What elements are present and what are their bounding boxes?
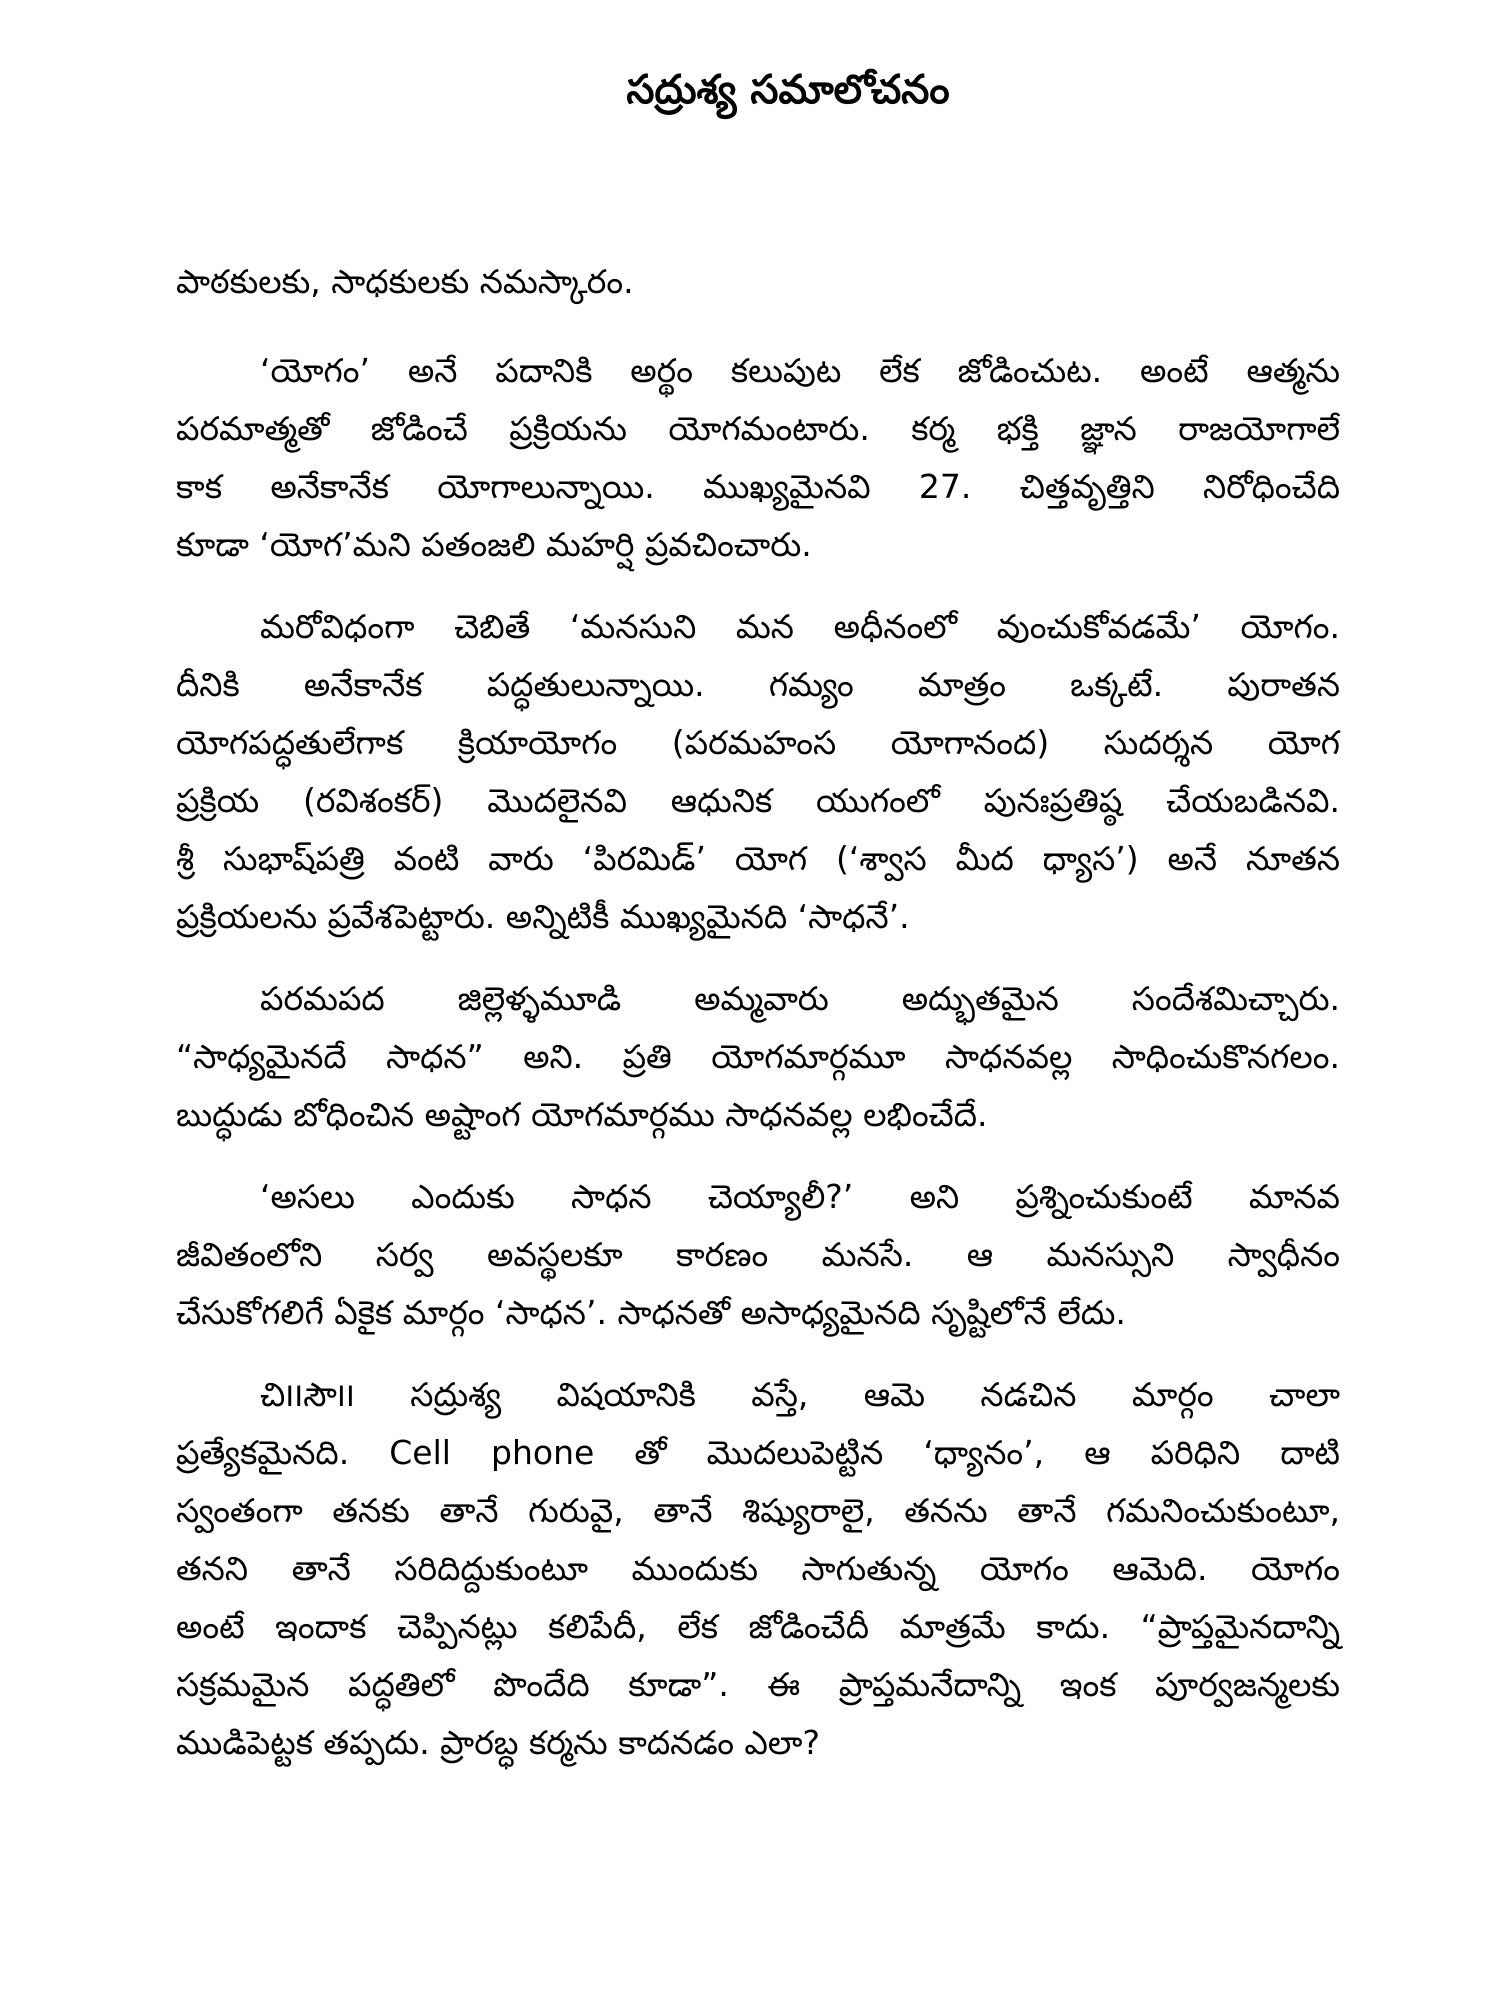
text-line: తనని తానే సరిదిద్దుకుంటూ ముందుకు సాగుతున్న యోగం ఆమెది. యోగం xyxy=(176,1549,1340,1588)
paragraph-1 xyxy=(176,342,1340,574)
paragraph-5 xyxy=(176,1366,1340,1772)
text-line: ప్రక్రియలను ప్రవేశపెట్టారు. అన్నిటికీ ముఖ్యమైనది ‘సాధనే’. xyxy=(176,897,910,936)
greeting-line: పాఠకులకు, సాధకులకు నమస్కారం. xyxy=(176,262,634,301)
text-line: ‘యోగం’ అనే పదానికి అర్థం కలుపుట లేక జోడించుట. అంటే ఆత్మను xyxy=(260,351,1340,390)
page-title: సద్రుశ్య సమాలోచనం xyxy=(626,67,950,113)
text-line: మరోవిధంగా చెబితే ‘మనసుని మన అధీనంలో వుంచుకోవడమే’ యోగం. xyxy=(260,607,1340,646)
text-line: జీవితంలోని సర్వ అవస్థలకూ కారణం మనసే. ఆ మనస్సుని స్వాధీనం xyxy=(176,1235,1340,1274)
text-line: సక్రమమైన పద్ధతిలో పొందేది కూడా”. ఈ ప్రాప్తమనేదాన్ని ఇంక పూర్వజన్మలకు xyxy=(176,1665,1340,1704)
text-line: పరమాత్మతో జోడించే ప్రక్రియను యోగమంటారు. కర్మ భక్తి జ్ఞాన రాజయోగాలే xyxy=(176,409,1340,448)
text-line: పరమపద జిల్లెళ్ళమూడి అమ్మవారు అద్భుతమైన సందేశమిచ్చారు. xyxy=(260,979,1340,1018)
text-line: చి౹౹సౌ౹౹ సద్రుశ్య విషయానికి వస్తే, ఆమె నడచిన మార్గం చాలా xyxy=(260,1375,1340,1414)
text-line: కూడా ‘యోగ’మని పతంజలి మహర్షి ప్రవచించారు. xyxy=(176,525,812,564)
text-line: అంటే ఇందాక చెప్పినట్లు కలిపేదీ, లేక జోడించేదీ మాత్రమే కాదు. “ప్రాప్తమైనదాన్ని xyxy=(176,1607,1340,1646)
text-line: యోగపద్ధతులేగాక క్రియాయోగం (పరమహంస యోగానంద) సుదర్శన యోగ xyxy=(176,723,1340,762)
text-line: దీనికి అనేకానేక పద్ధతులున్నాయి. గమ్యం మాత్రం ఒక్కటే. పురాతన xyxy=(176,665,1340,704)
paragraph-4 xyxy=(176,1168,1340,1342)
paragraph-3 xyxy=(176,970,1340,1144)
paragraph-2 xyxy=(176,598,1340,946)
text-line: ‘అసలు ఎందుకు సాధన చెయ్యాలీ?’ అని ప్రశ్నించుకుంటే మానవ xyxy=(260,1177,1340,1216)
text-line: ప్రక్రియ (రవిశంకర్) మొదలైనవి ఆధునిక యుగంలో పునఃప్రతిష్ఠ చేయబడినవి. xyxy=(176,781,1340,820)
text-line: ముడిపెట్టక తప్పదు. ప్రారబ్ధ కర్మను కాదనడం ఎలా? xyxy=(176,1723,820,1762)
text-line: శ్రీ సుభాష్‌పత్రి వంటి వారు ‘పిరమిడ్’ యోగ (‘శ్వాస మీద ధ్యాస’) అనే నూతన xyxy=(176,839,1340,878)
text-line: స్వంతంగా తనకు తానే గురువై, తానే శిష్యురాలై, తనను తానే గమనించుకుంటూ, xyxy=(176,1491,1340,1530)
text-line: ప్రత్యేకమైనది. Cell phone తో మొదలుపెట్టిన ‘ధ్యానం’, ఆ పరిధిని దాటి xyxy=(176,1433,1340,1472)
text-line: బుద్ధుడు బోధించిన అష్టాంగ యోగమార్గము సాధనవల్ల లభించేదే. xyxy=(176,1095,988,1134)
text-line: “సాధ్యమైనదే సాధన” అని. ప్రతి యోగమార్గమూ సాధనవల్ల సాధించుకొనగలం. xyxy=(176,1037,1340,1076)
text-line: చేసుకోగలిగే ఏకైక మార్గం ‘సాధన’. సాధనతో అసాధ్యమైనది సృష్టిలోనే లేదు. xyxy=(176,1293,1126,1332)
text-line: కాక అనేకానేక యోగాలున్నాయి. ముఖ్యమైనవి 27. చిత్తవృత్తిని నిరోధించేది xyxy=(176,467,1340,506)
